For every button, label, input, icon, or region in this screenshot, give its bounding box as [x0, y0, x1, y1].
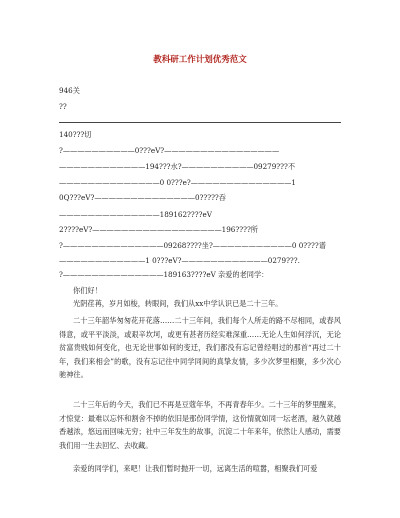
- paragraph-2: 二十三年韶华匆匆花开花落……二十三年间，我们每个人所走的路不尽相同，或春风得意，或平平淡淡，或艰辛坎坷，或更有甚者历经实难深重……无论人生如何浮沉，无论贫富贵贱如何变化，也无论世事如何的变迁，我们都没有忘记曾经唱过的那首“再过二十年，我们来相会”的歌，没有忘记往中同学同间的真挚友情，多少次梦里相聚，多少次心驰神往。: [59, 316, 341, 380]
- code-line-11: ————————————1 0???eV?————————————0279???.: [59, 256, 300, 265]
- document-title: 教科研工作计划优秀范文: [153, 55, 247, 65]
- code-line-3: 140???切: [59, 130, 92, 139]
- paragraph-4: 亲爱的同学们，来吧！让我们暂时抛开一切，远离生活的喧嚣，相聚我们可爱: [73, 464, 318, 473]
- paragraph-1: 光阴荏苒，岁月如梭，转眼间，我们从xx中学认识已是二十三年。: [73, 299, 283, 308]
- code-line-8: ——————————————189162????eV: [59, 210, 212, 219]
- code-line-5: ————————————194???水?——————————09279???不: [59, 162, 296, 171]
- code-line-6: ——————————————0 0???e?——————————————1: [59, 178, 296, 187]
- code-line-2: ??: [59, 102, 67, 111]
- divider-line: [59, 122, 341, 123]
- greeting: 你们好！: [73, 286, 102, 295]
- code-line-4: ?——————————0???eV?————————————————: [59, 146, 280, 155]
- code-line-1: 946关: [59, 86, 80, 95]
- code-line-9: 2????eV?——————————————————196????所: [59, 225, 258, 234]
- code-line-10: ?——————————————09268????坐?———————————0 0????谱: [59, 241, 326, 250]
- paragraph-3: 二十三年后的今天，我们已不再是豆蔻年华，不再青春年少。二十三年的梦里醒来，才惊觉：最难以忘怀和割舍不掉的依旧是那份同学情，这份情就如同一坛老酒，越久就越香越浓，悠远而回味无穷；社中三年发生的故事，沉淀二十年来年，依然让人感动，需要我们用一生去回忆、去收藏。: [59, 400, 341, 450]
- code-line-12: ?——————————————189163????eV 亲爱的老同学：: [59, 270, 269, 279]
- code-line-7: 0Q???eV?——————————————0?????吞: [59, 193, 226, 202]
